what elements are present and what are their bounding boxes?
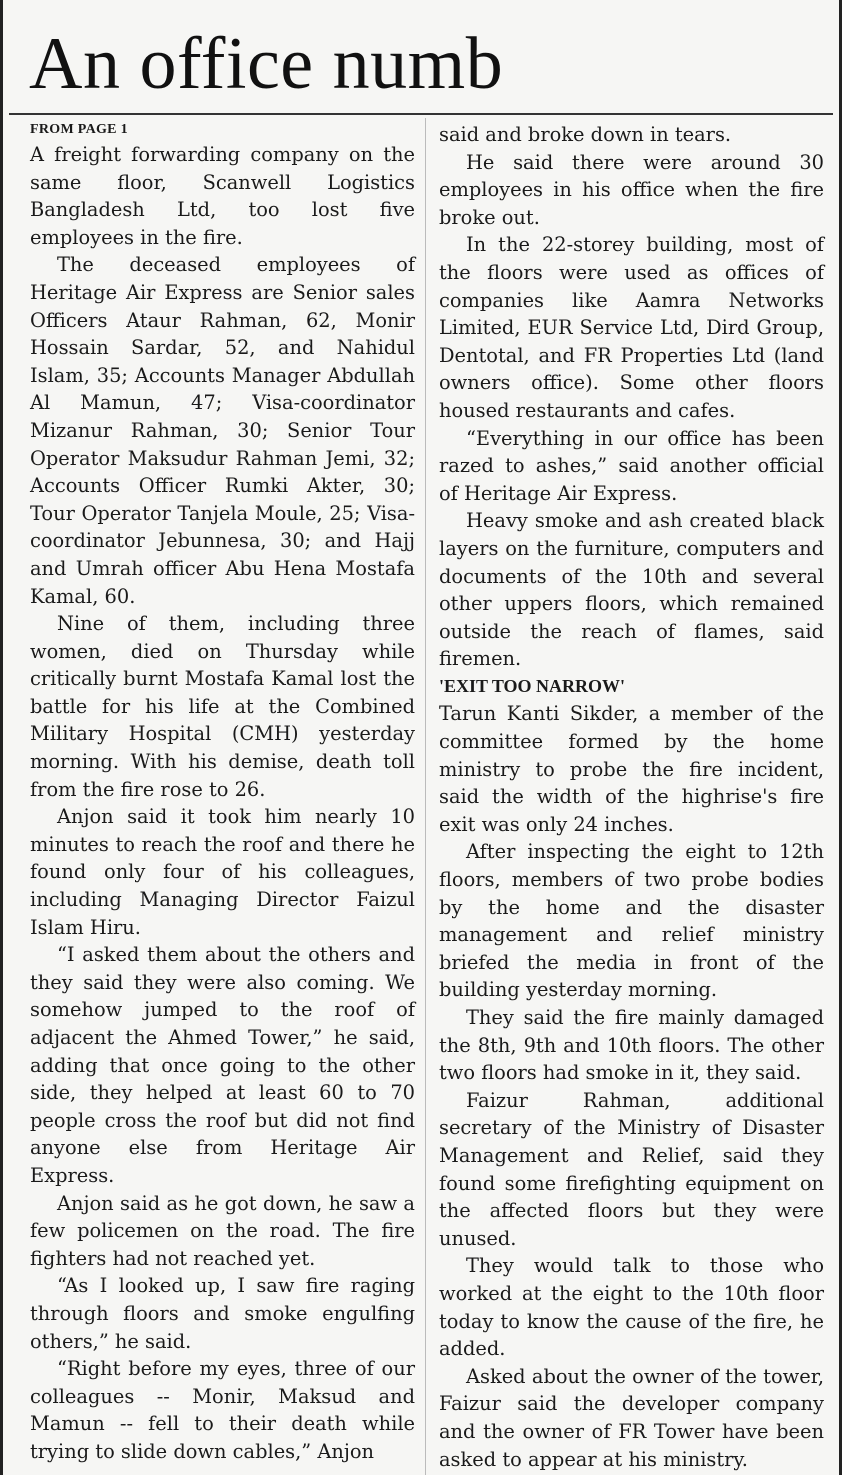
paragraph: said and broke down in tears. xyxy=(439,123,732,146)
article-column-right xyxy=(439,121,824,1473)
paragraph: After inspecting the eight to 12th floors, members of two probe bodies by the home and the disaster management and relief ministry briefed the media in front of the building yesterday morning. xyxy=(439,840,824,1002)
paragraph: Nine of them, including three women, died on Thursday while critically burnt Mostafa Kamal lost the battle for his life at the Combined Military Hospital (CMH) yesterday morning. With his demise, death toll from the fire rose to 26. xyxy=(30,612,415,801)
paragraph: The deceased employees of Heritage Air Express are Senior sales Officers Ataur Rahman, 62, Monir Hossain Sardar, 52, and Nahidul Islam, 35; Accounts Manager Abdullah Al Mamun, 47; Visa-coordinator Mizanur Rahman, 30; Senior Tour Operator Maksudur Rahman Jemi, 32; Accounts Officer Rumki Akter, 30; Tour Operator Tanjela Moule, 25; Visa-coordinator Jebunnesa, 30; and Hajj and Umrah officer Abu Hena Mostafa Kamal, 60. xyxy=(30,253,415,608)
paragraph: “Right before my eyes, three of our colleagues -- Monir, Maksud and Mamun -- fell to their death while trying to slide down cables,” Anjon xyxy=(30,1357,415,1463)
paragraph: He said there were around 30 employees in his office when the fire broke out. xyxy=(439,150,824,229)
subheading-exit-too-narrow: 'EXIT TOO NARROW' xyxy=(439,675,626,696)
kicker-from-page: FROM PAGE 1 xyxy=(30,122,128,137)
paragraph: A freight forwarding company on the same floor, Scanwell Logistics Bangladesh Ltd, too lost five employees in the fire. xyxy=(30,143,415,249)
paragraph: Anjon said as he got down, he saw a few policemen on the road. The fire fighters had not reached yet. xyxy=(30,1191,415,1270)
column-divider xyxy=(425,118,426,1475)
headline-divider xyxy=(9,113,833,115)
paragraph: Anjon said it took him nearly 10 minutes to reach the roof and there he found only four of his colleagues, including Managing Director Faizul Islam Hiru. xyxy=(30,805,415,939)
paragraph: “I asked them about the others and they said they were also coming. We somehow jumped to the roof of adjacent the Ahmed Tower,” he said, adding that once going to the other side, they helped at least 60 to 70 people cross the roof but did not find anyone else from Heritage Air Express. xyxy=(30,943,415,1187)
article-headline: An office numb xyxy=(29,23,504,105)
paragraph: Heavy smoke and ash created black layers on the furniture, computers and documents of the 10th and several other uppers floors, which remained outside the reach of flames, said firemen. xyxy=(439,509,824,671)
paragraph: In the 22-storey building, most of the floors were used as offices of companies like Aamra Networks Limited, EUR Service Ltd, Dird Group, Dentotal, and FR Properties Ltd (land owners office). Some other floors housed restaurants and cafes. xyxy=(439,233,824,422)
paragraph: “As I looked up, I saw fire raging through floors and smoke engulfing others,” he said. xyxy=(30,1274,415,1353)
paragraph: Tarun Kanti Sikder, a member of the committee formed by the home ministry to probe the fire incident, said the width of the highrise's fire exit was only 24 inches. xyxy=(439,702,824,836)
paragraph: They would talk to those who worked at the eight to the 10th floor today to know the cause of the fire, he added. xyxy=(439,1254,824,1361)
article-column-left xyxy=(30,121,415,1466)
paragraph: “Everything in our office has been razed to ashes,” said another official of Heritage Air Express. xyxy=(439,426,824,505)
paragraph: Asked about the owner of the tower, Faizur said the developer company and the owner of FR Tower have been asked to appear at his ministry. xyxy=(439,1364,824,1471)
paragraph: Faizur Rahman, additional secretary of the Ministry of Disaster Management and Relief, said they found some firefighting equipment on the affected floors but they were unused. xyxy=(439,1088,824,1250)
paragraph: They said the fire mainly damaged the 8th, 9th and 10th floors. The other two floors had smoke in it, they said. xyxy=(439,1006,824,1085)
